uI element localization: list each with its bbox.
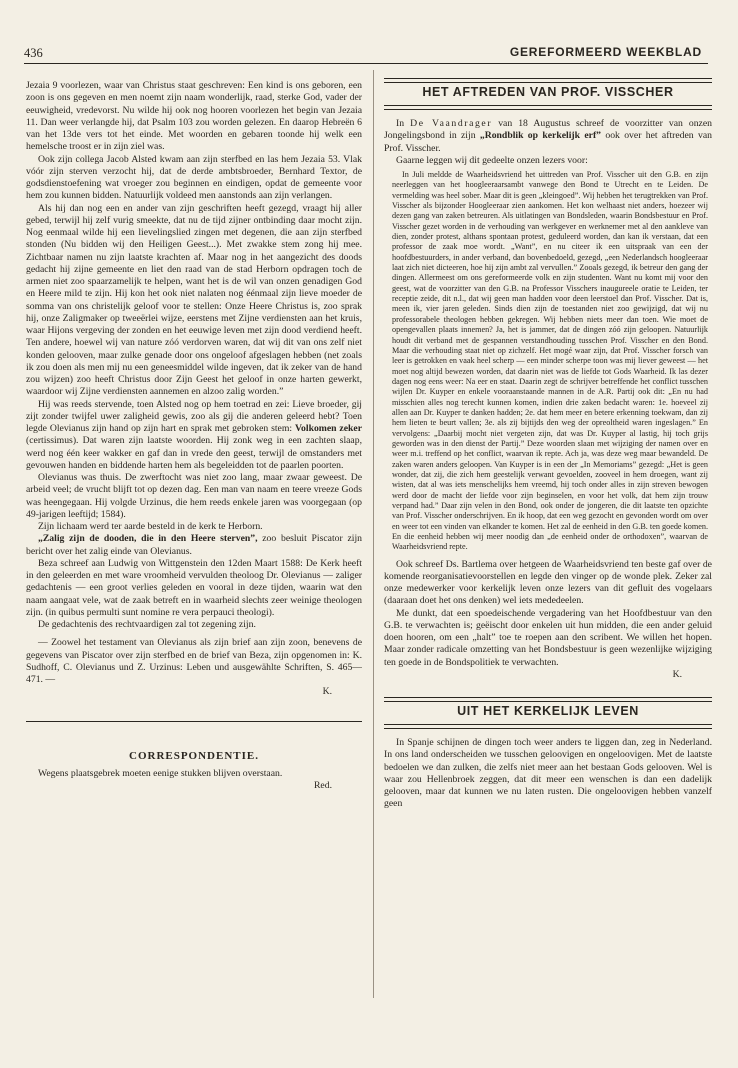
correspondentie-title: CORRESPONDENTIE. [129, 749, 259, 762]
paragraph-beza: Beza schreef aan Ludwig von Wittgenstein den 12den Maart 1588: De Kerk heeft in den geleerden en met ware vroomheid vervulden theoloog Dr. Olevianus — zaliger gedachtenis — een groot verlies geleden en vooral in deze tijden, waarin wat den naam aangaat vele, wat de zaak betreft en in waarheid slechts zeer weinige theologen zijn. (in quibus permulti sunt nomine re vera perpauci theologi). [26, 557, 362, 618]
correspondentie-body: Wegens plaatsgebrek moeten eenige stukken blijven overstaan. [38, 767, 283, 779]
paragraph-dunkt: Me dunkt, dat een spoedeischende vergadering van het Hoofdbestuur van den G.B. te verwachten is; geëischt door enkelen uit hun midden, die een ander geluid doen hooren, om een „halt” toe te roepen aan den scribent. We willen het hopen. Maar zonder radicale omzetting van het Bondsbestuur is geen wezenlijke wijziging ten goede in de Bondspolitiek te verwachten. K. [384, 607, 712, 680]
paragraph-stervende [26, 399, 362, 473]
page-number: 436 [24, 46, 43, 60]
volkomen-zeker: Volkomen zeker [294, 423, 363, 434]
paragraph-alsted: Ook zijn collega Jacob Alsted kwam aan zijn sterfbed en las hem Jezaia 53. Vlak vóór zijn sterven verzocht hij, dat de derde ambtsbroeder, Bernhard Textor, de godsdienstoefening wat vroeger zou beginnen en eindigen, opdat de gemeente voor hem zou kunnen bidden. Natuurlijk voldeed men aanstonds aan zijn verlangen. [26, 153, 362, 202]
section-title-kerkelijk: UIT HET KERKELIJK LEVEN [384, 705, 712, 717]
paragraph-bartlema: Ook schreef Ds. Bartlema over hetgeen de Waarheidsvriend ten beste gaf over de komende reorganisatievoorstellen en legde den vinger op de wonde plek. Zeker zal onze medewerker voor kerkelijk leven onze lezers van dit gefluit des vogelaars (daaraan doet het ons denken) wel iets mededeelen. [384, 558, 712, 607]
correspondentie-signature: Red. [313, 780, 332, 791]
after-zeker-text: (certissimus). Dat waren zijn laatste woorden. Hij zonk weg in een zachten slaap, werd nog één keer wakker en gaf dan in vrede den geest, terwijl de omstanders met gevouwen handen en biddende harten hem als begeleidden tot de paarlen poorten. [26, 435, 362, 471]
paragraph-spanje: In Spanje schijnen de dingen toch weer anders te liggen dan, zeg in Nederland. In ons land onderscheiden we tusschen geloovigen en ongeloovigen. Met de laatste bedoelen we dan zulken, die zelfs niet meer aan het bestaan Gods gelooven. Wel is waar zou Hellenbroek zeggen, dat dit meer een wenschen is dan een dadelijk gelooven, maar dat kunnen we nu laten rusten. Die ongeloovigen hebben vanzelf geen [384, 737, 712, 810]
paragraph-zalig [26, 533, 362, 558]
section-signature: K. [672, 668, 682, 680]
publication-title: GEREFORMEERD WEEKBLAD [509, 45, 702, 59]
after-zalig-text: zoo besluit Piscator zijn bericht over het zalig einde van Olevianus. [26, 533, 362, 557]
intro-paragraph: In De Vaandrager van 18 Augustus schreef de voorzitter van onzen Jongelingsbond in zijn „Rondblik op kerkelijk erf” ook over het aftreden van Prof. Visscher. [384, 118, 712, 154]
header-rule [24, 63, 708, 64]
correspondentie-text [26, 768, 362, 793]
stervende-text: Hij was reeds stervende, toen Alsted nog op hem toetrad en zei: Lieve broeder, gij zijt zonder twijfel uwer zaligheid gewis, zoo als gij die anderen geleerd hebt? Toen legde Olevianus zijn hand op zijn hart en sprak met gebroken stem: [26, 398, 362, 434]
section-title-visscher: HET AFTREDEN VAN PROF. VISSCHER [384, 86, 712, 98]
vaandrager: De Vaandrager [410, 118, 493, 129]
paragraph-gedachtenis: De gedachtenis des rechtvaardigen zal tot zegening zijn. [38, 619, 256, 630]
correspondentie-rule [26, 721, 362, 722]
paragraph-thuis: Olevianus was thuis. De zwerftocht was niet zoo lang, maar zwaar geweest. De arbeid veel; de vrucht blijft tot op dezen dag. Een man van naam en teere vreeze Gods was heengegaan. Hij volgde Urzinus, die hem reeds enkele jaren was voorgegaan (op 49-jarigen leeftijd; 1584). [26, 472, 362, 520]
rondblik-title: „Rondblik op kerkelijk erf” [479, 130, 602, 142]
quoted-article: In Juli meldde de Waarheidsvriend het uittreden van Prof. Visscher uit den G.B. en zijn neerleggen van het hoogleeraarsambt vanwege den Bond te Utrecht en te Leiden. De vermelding was heel sober. Maar dit is geen „kleingoed”. Wij hebben het terugtrekken van Prof. Visscher als bijzonder Hoogleeraar zien aankomen. Het kon welhaast niet anders, hoezeer wij dezen gang van zaken betreuren. Als uitlatingen van Bondsleden, waarin Bondsbestuur en Prof. Visscher gezet worden in de verhouding van werkgever en werknemer met al den aankleve van dien, zonder protest, althans spontaan protest, geduleerd worden, dan kan ik verstaan, dat een professor de zaak moe wordt. „Want”, en nu citeer ik een uitspraak van een der hoofdbestuurders, in ander verband, dan bovenbedoeld, gezegd, „een Nederlandsch hoogleeraar laat zich niet dicteeren, hoe hij zijn ambt zal vervullen.” Zooals gezegd, ik betreur den gang der dingen. Allermeest om ons gereformeerde volk en zijn studenten. Want nu komt mij voor den geest, wat de voorzitter van den G.B. na Professor Visschers inaugureele oratie te Leiden, ter receptie zeide, dit n.l., dat wij geen man hadden voor deen leerstoel dan Prof. Visscher. Dat is, meen ik, vier jaren geleden. Sinds dien zijn de toestanden niet zoo gewijzigd, dat wij nu professorabele theologen hebben gekregen. Wij hebben niets meer dan toen. Wie moet de opengevallen plaats innemen? Ja, het is jammer, dat de dingen zóó zijn geloopen. Natuurlijk houdt dit verband met de gespannen verstandhouding tusschen Prof. Visscher en den Bond. Maar die verhouding staat niet op zichzelf. Het mogé waar zijn, dat Prof. Visscher forsch van leer is getrokken en vaak heel scherp — een minder scherpe toon was mij liever geweest — het moet nog altijd bewezen worden, dat daarin niet was de liefde tot Gods Waarheid. Ik las dezer dagen nog eens weer: Na eer en staat. Daarin zegt de schrijver betreffende het conflict tusschen wijlen Dr. Kuyper en enkele vooraanstaande mannen in de A.R. Partij ook dit: „En nu had misschien alles nog terecht kunnen komen, indien drie zaken bedacht waren: 1e. hoeveel zij allen aan Dr. Kuyper te danken hadden; 2e. dat hem meer en betere erkenning toekwam, dan zij hem lieten te beurt vallen; 3e. als zij bijtijds den weg der opreoltheid waren ingeslagen.” En vervolgens: „Daarbij mocht niet vergeten zijn, dat was Dr. Kuyper al lastig, hij toch grijs geworden was in den dienst der Partij.” Deze woorden slaan met wijziging der namen over en weer m.i. treffend op het conflict, waarvan ik repte. Ach ja, was deze weg maar bewandeld. De zaken waren anders geloopen. Van Kuyper is in een der „In Memoriams” gezegd: „Het is geen wonder, dat zij, die zich hem geestelijk verwant gevoelden, zooveel in hem droegen, want zij wisten, dat al was iets menschelijks hem vreemd, hij toch onder alles in zijn streven bewogen werd door de macht der liefde voor zijn beginselen, en voor het volk, dat hem zijn trouw verpand had.” Daar zijn velen in den Bond, ook onder de jongeren, die dit laatste ten opzichte van Prof. Visscher onderschrijven. En ik hoop, dat een weg gezocht en gevonden wordt om over en weer tot een vinden van elkander te komen. Het zal de eenheid in den G.B. ten goede komen. En die eenheid hebben wij meer noodig dan „de eenheid onder de orthodoxen”, waarvan de Waarheidsvriend repte. [392, 170, 708, 552]
footnote-signature: K. [322, 686, 332, 698]
paragraph-lichaam: Zijn lichaam werd ter aarde besteld in de kerk te Herborn. [38, 521, 263, 532]
section-banner-visscher [384, 76, 712, 112]
intro-second: Gaarne leggen wij dit gedeelte onzen lezers voor: [396, 154, 588, 166]
right-column [384, 76, 712, 811]
column-divider [373, 70, 374, 998]
left-column [26, 80, 362, 792]
paragraph-gebed: Als hij dan nog een en ander van zijn geschriften heeft gezegd, vraagt hij aller gebed, terwijl hij zelf vurig smeekte, dat nu de tijd zijner ontbinding daar mocht zijn. Nog eenmaal wilde hij een lievelingslied zingen met degenen, die aan zijn sterfbed stonden (Nu bidden wij den Heiligen Geest...). Met zwakke stem zong hij mee. Zichtbaar namen nu zijn laatste krachten af. Maar nog in het aangezicht des doods gedacht hij zijne gemeente en liet den raad van de stad Herborn opdragen toch de armen niet zoo spaarzamelijk te helpen, want het is de wil van onzen genadigen God en Heere mild te zijn. Hij kon het ook niet nalaten nog éénmaal zijn lieve moeder de somma van ons christelijk geloof voor te stellen: Onze Heere Christus is, zoo sprak hij, onze Zaligmaker op tweeërlei wijze, eerstens met Zijne verdiensten aan het kruis, waar Hijons vergeving der zonden en het eeuwige leven met zijn dood verdiend heeft. Ten andere, hoewel wij van nature zóó verdorven waren, dat wij dit van ons zelf niet konden gelooven, maar zulke genade door ons ongeloof afgeslagen hebben (net zoals ik zou doen als men mij nu een geneesmiddel wilde ingeven, dat ik zeker van de hand zou wijzen) zoo heeft Christus door Zijn Geest het geloof in onze harten gewerkt, waardoor wij Zijne verdiensten aannemen en alzoo zalig worden.” [26, 202, 362, 398]
section-banner-kerkelijk [384, 695, 712, 731]
footnote-text: — Zoowel het testament van Olevianus als zijn brief aan zijn zoon, benevens de gegevens van Piscator over zijn sterfbed en de brief van Beza, zijn opgenomen in: K. Sudhoff, C. Olevianus und Z. Urzinus: Leben und ausgewählte Schriften, S. 465—471. — [26, 637, 362, 685]
footnote [26, 637, 362, 698]
paragraph-jezaia: Jezaia 9 voorlezen, waar van Christus staat geschreven: Een kind is ons geboren, een zoon is ons gegeven en men noemt zijn naam wonderlijk, raad, sterke God, vader der eeuwigheid, vredevorst. Nu wilde hij ook nog hooren voorlezen het begin van Jezaia 11. Dan weer verlangde hij, dat Psalm 103 zou worden gelezen. En daarop Hebreën 6 van het 13de vers tot het einde. Met woorden en gebaren toonde hij welk een hemelsche troost er in zijn ziel was. [26, 80, 362, 153]
zalig-quote: „Zalig zijn de dooden, die in den Heere sterven”, [38, 533, 258, 545]
